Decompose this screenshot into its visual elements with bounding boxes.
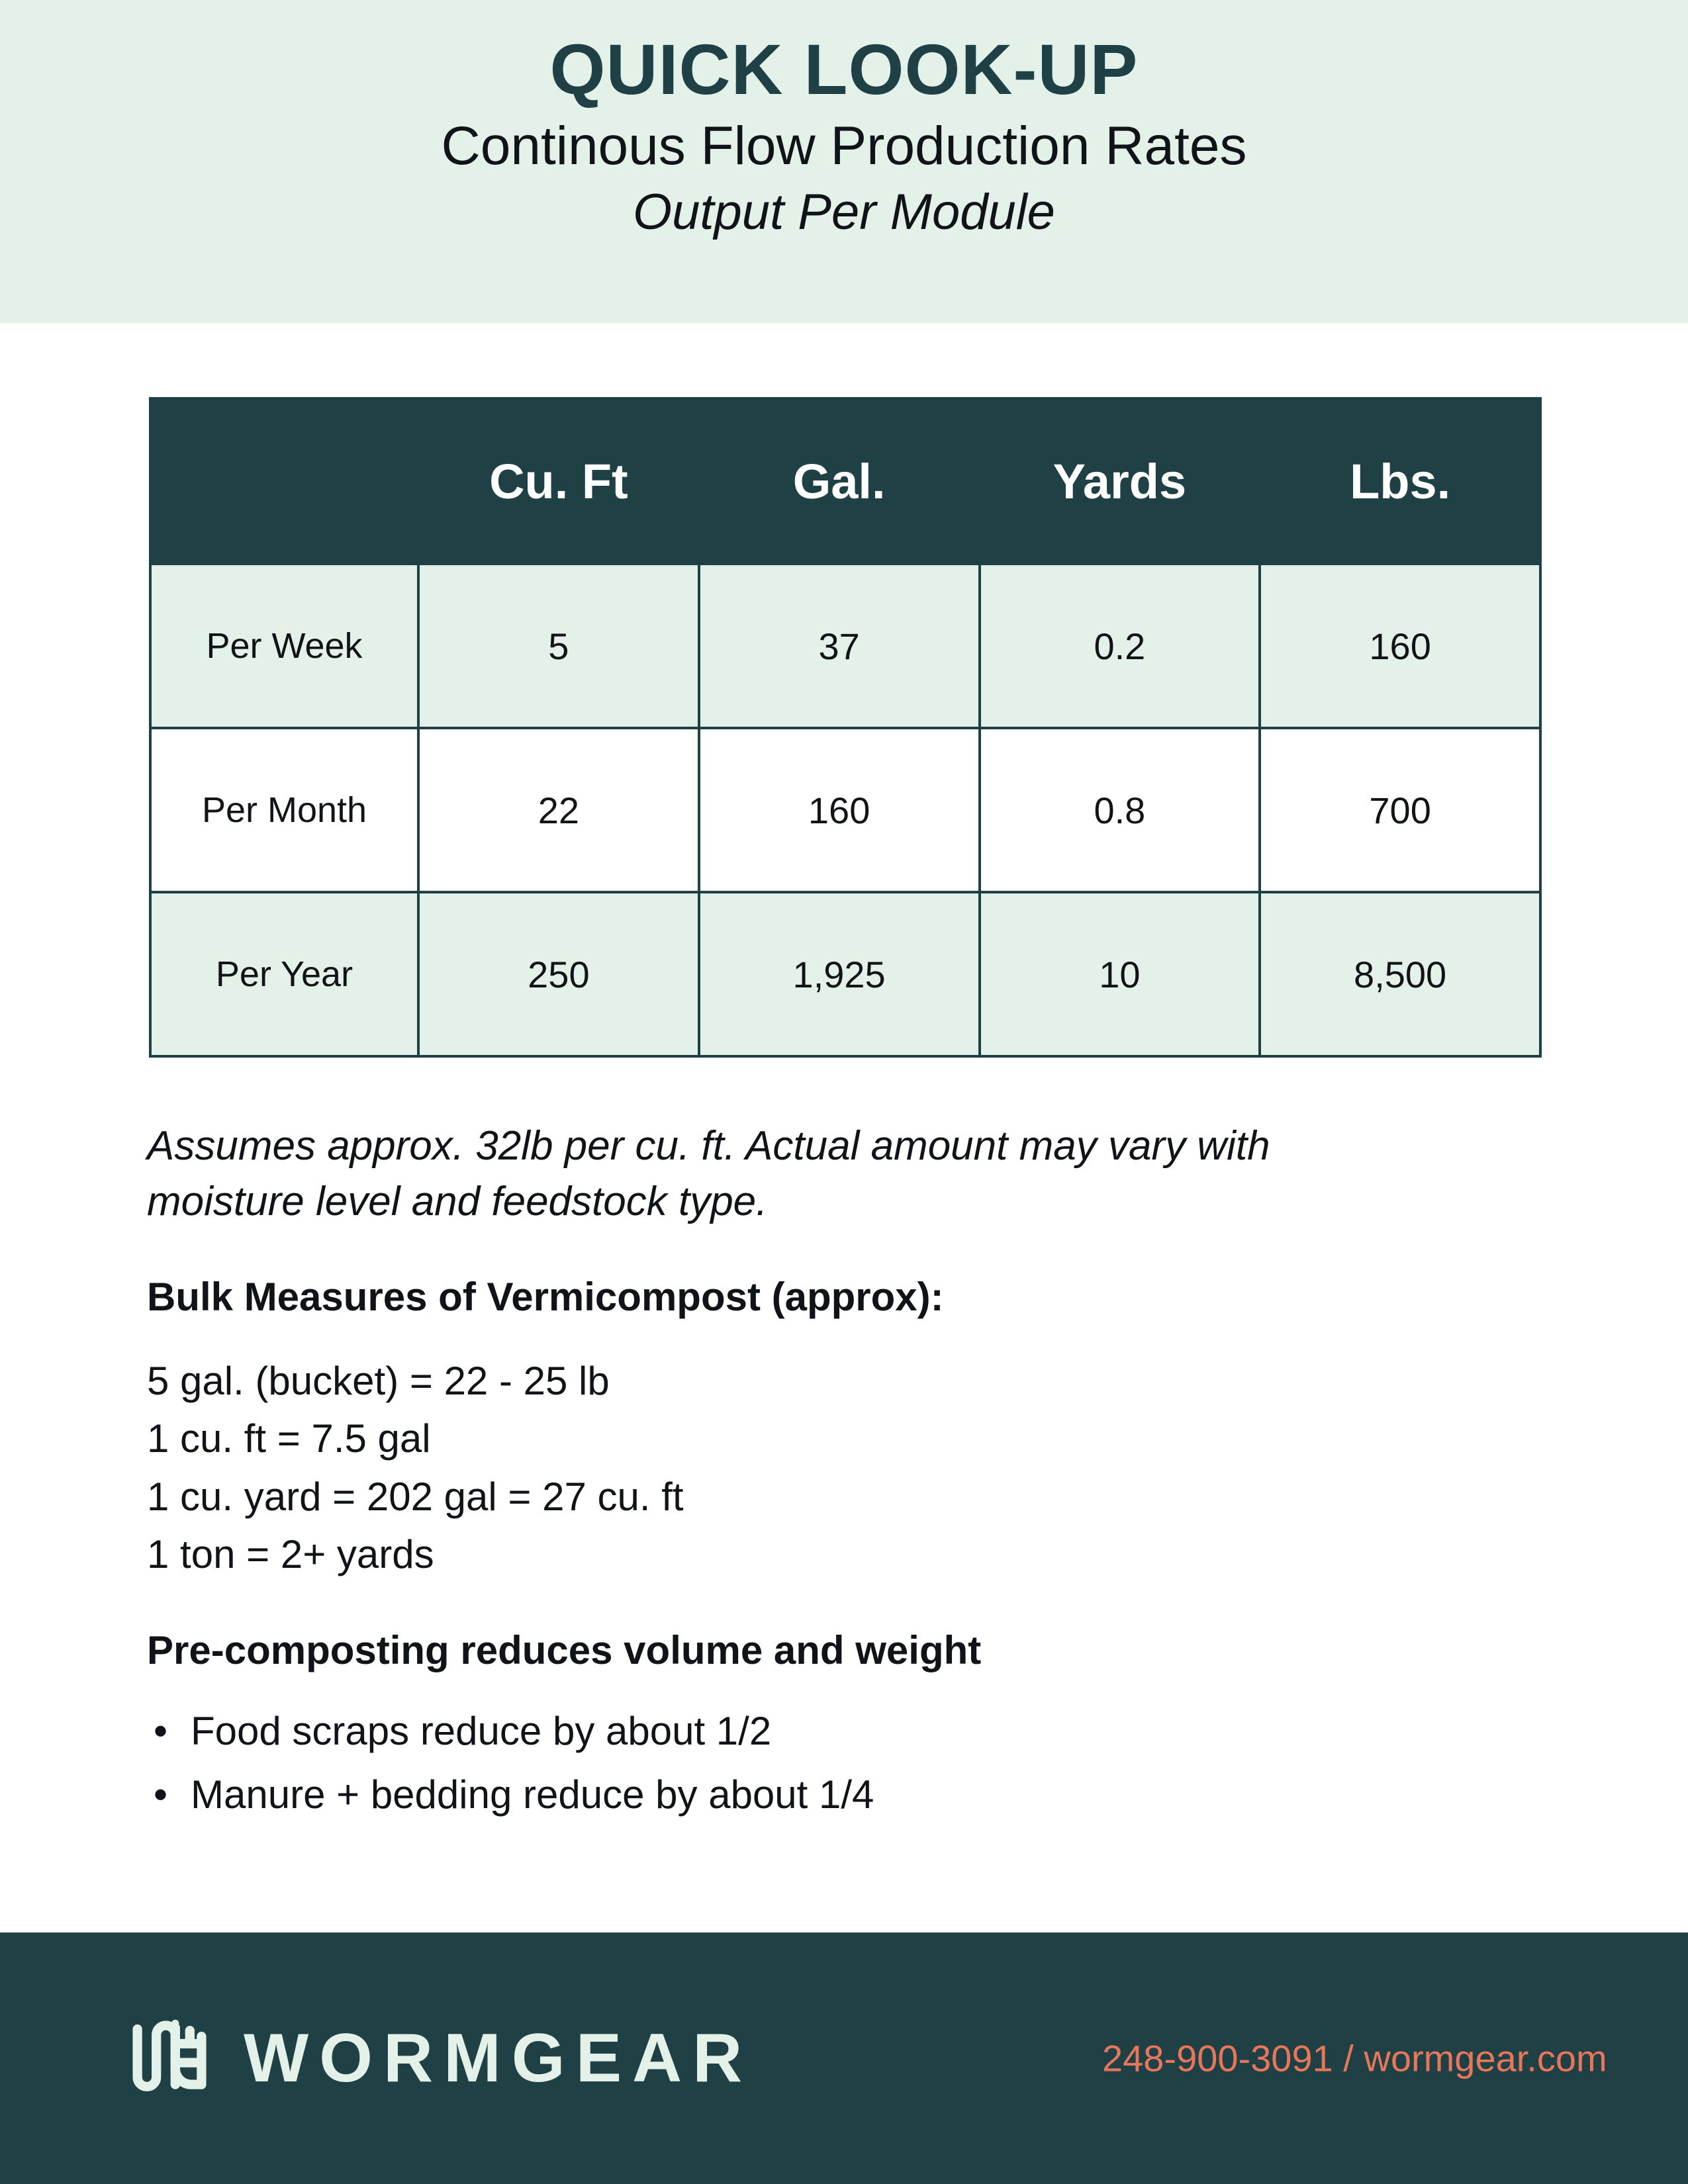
column-header-gal: Gal.	[699, 398, 980, 564]
row-label-per-year: Per Year	[150, 892, 418, 1056]
bulk-measures-list	[147, 1352, 1550, 1584]
row-label-per-month: Per Month	[150, 728, 418, 892]
cell-per-year-cu-ft: 250	[418, 892, 699, 1056]
bulk-measures-heading: Bulk Measures of Vermicompost (approx):	[147, 1274, 944, 1319]
precomposting-bullet-list	[147, 1703, 1550, 1824]
wormgear-logo-icon	[126, 2015, 213, 2102]
row-label-per-week: Per Week	[150, 564, 418, 728]
list-item-label: Food scraps reduce by about 1/2	[191, 1709, 772, 1753]
logo-dot-icon	[171, 2020, 179, 2027]
footer-content	[126, 1933, 1607, 2184]
production-rates-table-wrapper	[149, 397, 1539, 1058]
list-item	[147, 1766, 1550, 1823]
bulk-measure-line: 5 gal. (bucket) = 22 - 25 lb	[147, 1358, 610, 1403]
header-band	[0, 0, 1688, 323]
footer-band	[0, 1933, 1688, 2184]
cell-per-month-yards: 0.8	[980, 728, 1260, 892]
bullet-icon: •	[154, 1772, 168, 1817]
page-subtitle-secondary: Output Per Module	[633, 183, 1055, 240]
column-header-yards: Yards	[980, 398, 1260, 564]
list-item-label: Manure + bedding reduce by about 1/4	[191, 1772, 874, 1817]
table-body	[150, 564, 1540, 1056]
cell-per-week-gal: 37	[699, 564, 980, 728]
table-header	[150, 398, 1540, 564]
table-row	[150, 564, 1540, 728]
production-rates-table	[149, 397, 1542, 1058]
cell-per-month-lbs: 700	[1260, 728, 1540, 892]
table-header-row	[150, 398, 1540, 564]
precomposting-heading: Pre-composting reduces volume and weight	[147, 1628, 982, 1672]
page-subtitle-primary: Continous Flow Production Rates	[441, 116, 1247, 177]
column-header-cu-ft: Cu. Ft	[418, 398, 699, 564]
cell-per-year-yards: 10	[980, 892, 1260, 1056]
cell-per-year-gal: 1,925	[699, 892, 980, 1056]
cell-per-week-yards: 0.2	[980, 564, 1260, 728]
table-row	[150, 892, 1540, 1056]
table-corner-cell	[150, 398, 418, 564]
body-content	[147, 1118, 1550, 1831]
table-row	[150, 728, 1540, 892]
bulk-measure-line: 1 ton = 2+ yards	[147, 1532, 434, 1577]
cell-per-month-gal: 160	[699, 728, 980, 892]
cell-per-week-cu-ft: 5	[418, 564, 699, 728]
assumption-note: Assumes approx. 32lb per cu. ft. Actual amount may vary with moisture level and feedstock type.	[147, 1123, 1270, 1225]
list-item	[147, 1703, 1550, 1760]
bullet-icon: •	[154, 1709, 168, 1753]
bulk-measure-line: 1 cu. ft = 7.5 gal	[147, 1416, 431, 1461]
page-title: QUICK LOOK-UP	[549, 29, 1139, 109]
column-header-lbs: Lbs.	[1260, 398, 1540, 564]
brand-wordmark: WORMGEAR	[244, 2020, 753, 2097]
brand-logo	[126, 2015, 753, 2102]
bulk-measure-line: 1 cu. yard = 202 gal = 27 cu. ft	[147, 1474, 684, 1519]
cell-per-week-lbs: 160	[1260, 564, 1540, 728]
cell-per-year-lbs: 8,500	[1260, 892, 1540, 1056]
footer-contact-info[interactable]: 248-900-3091 / wormgear.com	[1102, 2037, 1607, 2079]
cell-per-month-cu-ft: 22	[418, 728, 699, 892]
